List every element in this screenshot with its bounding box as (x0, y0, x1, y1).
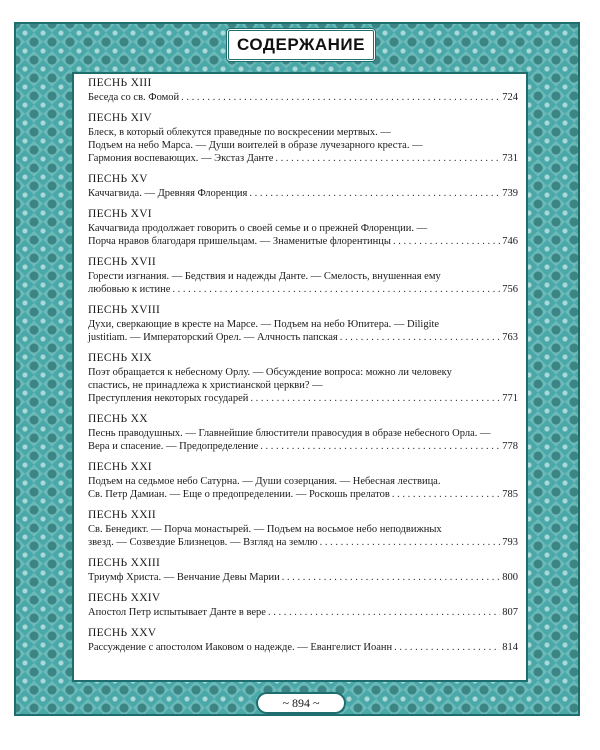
dot-leader (250, 392, 500, 405)
dot-leader (393, 235, 500, 248)
entry-page-number: 807 (502, 607, 518, 618)
entry-final-line (88, 536, 518, 549)
entry-page-number: 778 (502, 441, 518, 452)
dot-leader (181, 91, 500, 104)
entry-description-line: Песнь праводушных. — Главнейшие блюстители правосудия в образе небесного Орла. — (88, 428, 491, 439)
toc-entry (88, 626, 518, 654)
page-title: СОДЕРЖАНИЕ (237, 35, 365, 54)
toc-entry (88, 207, 518, 248)
entry-description-line: Св. Петр Дамиан. — Еще о предопределении. — Роскошь прелатов (88, 489, 390, 500)
canto-title: ПЕСНЬ XVIII (88, 304, 161, 316)
dot-leader (394, 641, 500, 654)
canto-title: ПЕСНЬ XIX (88, 352, 152, 364)
dot-leader (249, 187, 500, 200)
entry-final-line (88, 571, 518, 584)
toc-entry (88, 76, 518, 104)
entry-description-line: Гармония воспевающих. — Экстаз Данте (88, 153, 274, 164)
toc-entry (88, 351, 518, 405)
canto-title: ПЕСНЬ XXII (88, 509, 157, 521)
entry-description-line: Порча нравов благодаря пришельцам. — Знаменитые флорентинцы (88, 236, 391, 247)
entry-description-line: Преступления некоторых государей (88, 393, 249, 404)
table-of-contents (88, 76, 518, 661)
entry-final-line (88, 152, 518, 165)
canto-title: ПЕСНЬ XV (88, 173, 148, 185)
entry-page-number: 731 (502, 153, 518, 164)
entry-page-number: 756 (502, 284, 518, 295)
canto-title: ПЕСНЬ XX (88, 413, 148, 425)
entry-final-line (88, 641, 518, 654)
page-number: ~ 894 ~ (282, 695, 320, 710)
entry-description-line: Каччагвида. — Древняя Флоренция (88, 188, 248, 199)
canto-title: ПЕСНЬ XIV (88, 112, 152, 124)
entry-page-number: 785 (502, 489, 518, 500)
entry-description-line: Подъем на небо Марса. — Души воителей в образе лучезарного креста. — (88, 140, 423, 151)
entry-page-number: 739 (502, 188, 518, 199)
toc-entry (88, 255, 518, 296)
canto-title: ПЕСНЬ XXV (88, 627, 157, 639)
entry-page-number: 746 (502, 236, 518, 247)
entry-description-line: любовью к истине (88, 284, 171, 295)
toc-entry (88, 508, 518, 549)
dot-leader (268, 606, 500, 619)
toc-entry (88, 111, 518, 165)
dot-leader (282, 571, 500, 584)
dot-leader (275, 152, 500, 165)
entry-final-line (88, 91, 518, 104)
canto-title: ПЕСНЬ XXIII (88, 557, 161, 569)
title-plate (226, 28, 376, 62)
entry-final-line (88, 331, 518, 344)
dot-leader (260, 440, 500, 453)
entry-page-number: 763 (502, 332, 518, 343)
entry-final-line (88, 606, 518, 619)
entry-page-number: 724 (502, 92, 518, 103)
entry-description-line: Триумф Христа. — Венчание Девы Марии (88, 572, 280, 583)
entry-final-line (88, 488, 518, 501)
entry-description-line: спастись, не принадлежа к христианской церкви? — (88, 380, 323, 391)
toc-entry (88, 172, 518, 200)
canto-title: ПЕСНЬ XXI (88, 461, 152, 473)
entry-final-line (88, 440, 518, 453)
entry-description-line: Рассуждение с апостолом Иаковом о надежде. — Евангелист Иоанн (88, 642, 393, 653)
toc-entry (88, 591, 518, 619)
entry-final-line (88, 235, 518, 248)
canto-title: ПЕСНЬ XVI (88, 208, 152, 220)
entry-final-line (88, 187, 518, 200)
entry-description-line: Подъем на седьмое небо Сатурна. — Души созерцания. — Небесная лествица. (88, 476, 441, 487)
entry-description-line: звезд. — Созвездие Близнецов. — Взгляд на землю (88, 537, 318, 548)
entry-description-line: Блеск, в который облекутся праведные по воскресении мертвых. — (88, 127, 391, 138)
entry-description-line: Апостол Петр испытывает Данте в вере (88, 607, 266, 618)
canto-title: ПЕСНЬ XVII (88, 256, 157, 268)
canto-title: ПЕСНЬ XIII (88, 77, 152, 89)
dot-leader (340, 331, 501, 344)
entry-description-line: Вера и спасение. — Предопределение (88, 441, 259, 452)
canto-title: ПЕСНЬ XXIV (88, 592, 161, 604)
toc-entry (88, 303, 518, 344)
entry-final-line (88, 283, 518, 296)
entry-description-line: Св. Бенедикт. — Порча монастырей. — Подъем на восьмое небо неподвижных (88, 524, 442, 535)
entry-description-line: Поэт обращается к небесному Орлу. — Обсуждение вопроса: можно ли человеку (88, 367, 452, 378)
toc-entry (88, 412, 518, 453)
entry-description-line: justitiam. — Императорский Орел. — Алчность папская (88, 332, 338, 343)
entry-page-number: 800 (502, 572, 518, 583)
page-number-plate (256, 692, 346, 714)
entry-final-line (88, 392, 518, 405)
dot-leader (392, 488, 500, 501)
entry-page-number: 814 (502, 642, 518, 653)
entry-page-number: 771 (502, 393, 518, 404)
toc-entry (88, 556, 518, 584)
dot-leader (172, 283, 500, 296)
entry-description-line: Беседа со св. Фомой (88, 92, 180, 103)
entry-description-line: Духи, сверкающие в кресте на Марсе. — Подъем на небо Юпитера. — Diligite (88, 319, 440, 330)
entry-page-number: 793 (502, 537, 518, 548)
toc-entry (88, 460, 518, 501)
entry-description-line: Каччагвида продолжает говорить о своей семье и о прежней Флоренции. — (88, 223, 428, 234)
entry-description-line: Горести изгнания. — Бедствия и надежды Данте. — Смелость, внушенная ему (88, 271, 441, 282)
dot-leader (320, 536, 501, 549)
